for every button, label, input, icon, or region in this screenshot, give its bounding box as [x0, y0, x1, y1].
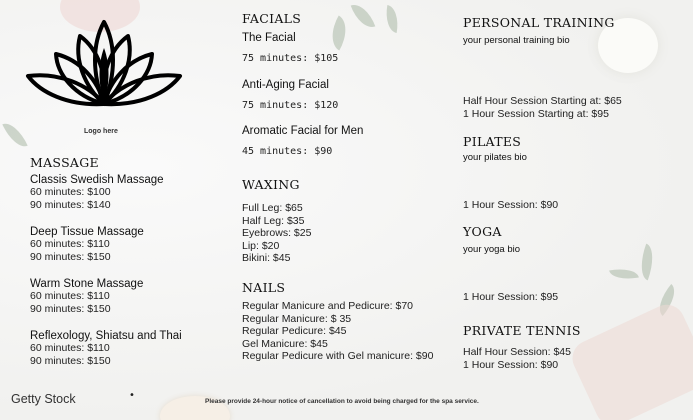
- service-name: The Facial: [242, 32, 296, 44]
- cancellation-notice: Please provide 24-hour notice of cancellation to avoid being charged for the spa service.: [205, 398, 479, 405]
- yoga-heading: YOGA: [463, 224, 502, 239]
- list-item: [30, 330, 230, 367]
- service-price: 60 minutes: $110: [30, 290, 110, 302]
- tennis-heading: PRIVATE TENNIS: [463, 323, 581, 338]
- list-item: Lip: $20: [242, 239, 280, 252]
- list-item: Regular Manicure and Pedicure: $70: [242, 300, 414, 312]
- list-item: Gel Manicure: $45: [242, 337, 328, 350]
- service-price: 60 minutes: $110: [30, 342, 110, 354]
- service-price: 90 minutes: $140: [30, 198, 111, 211]
- nails-list: [242, 300, 462, 363]
- pilates-bio: your pilates bio: [463, 152, 527, 163]
- service-name: Warm Stone Massage: [30, 278, 144, 290]
- service-price: 45 minutes: $90: [242, 146, 333, 157]
- service-name: Deep Tissue Massage: [30, 226, 144, 238]
- service-price: 75 minutes: $105: [242, 53, 339, 64]
- list-item: Regular Manicure: $ 35: [242, 312, 352, 325]
- massage-heading: MASSAGE: [30, 155, 99, 170]
- list-item: Half Leg: $35: [242, 214, 305, 227]
- service-name: Reflexology, Shiatsu and Thai: [30, 330, 182, 342]
- service-name: Classis Swedish Massage: [30, 174, 164, 186]
- service-price: 60 minutes: $100: [30, 186, 111, 198]
- massage-list: [30, 174, 230, 367]
- list-item: Bikini: $45: [242, 252, 291, 264]
- logo-label: Logo here: [84, 128, 118, 135]
- bullet: •: [129, 390, 135, 401]
- personal-training-prices: [463, 95, 678, 120]
- pilates-heading: PILATES: [463, 134, 522, 149]
- list-item: [242, 125, 452, 158]
- list-item: 1 Hour Session: $90: [463, 358, 559, 371]
- list-item: Regular Pedicure: $45: [242, 325, 347, 337]
- list-item: [30, 226, 230, 278]
- lotus-icon: [22, 14, 187, 114]
- personal-training-bio: your personal training bio: [463, 35, 570, 46]
- list-item: Half Hour Session Starting at: $65: [463, 95, 622, 107]
- facials-list: [242, 32, 452, 158]
- personal-training-heading: PERSONAL TRAINING: [463, 15, 615, 30]
- list-item: Regular Pedicure with Gel manicure: $90: [242, 350, 434, 362]
- list-item: Full Leg: $65: [242, 202, 303, 214]
- list-item: [30, 278, 230, 330]
- service-price: 90 minutes: $150: [30, 354, 111, 367]
- yoga-price: 1 Hour Session: $95: [463, 291, 559, 303]
- pilates-price: 1 Hour Session: $90: [463, 199, 559, 211]
- service-price: 90 minutes: $150: [30, 250, 111, 263]
- waxing-list: [242, 202, 442, 265]
- service-name: Anti-Aging Facial: [242, 79, 329, 91]
- yoga-bio: your yoga bio: [463, 244, 521, 255]
- waxing-heading: WAXING: [242, 177, 300, 192]
- service-name: Aromatic Facial for Men: [242, 125, 364, 137]
- facials-heading: FACIALS: [242, 11, 302, 26]
- list-item: Half Hour Session: $45: [463, 346, 571, 358]
- tennis-prices: [463, 346, 663, 371]
- service-price: 75 minutes: $120: [242, 100, 339, 111]
- service-price: 90 minutes: $150: [30, 302, 111, 315]
- watermark: Getty Stock: [11, 392, 76, 406]
- logo: [22, 14, 187, 114]
- service-price: 60 minutes: $110: [30, 238, 110, 250]
- nails-heading: NAILS: [242, 280, 286, 295]
- list-item: [30, 174, 230, 226]
- list-item: [242, 79, 452, 125]
- list-item: [242, 32, 452, 79]
- list-item: Eyebrows: $25: [242, 227, 312, 239]
- list-item: 1 Hour Session Starting at: $95: [463, 107, 609, 120]
